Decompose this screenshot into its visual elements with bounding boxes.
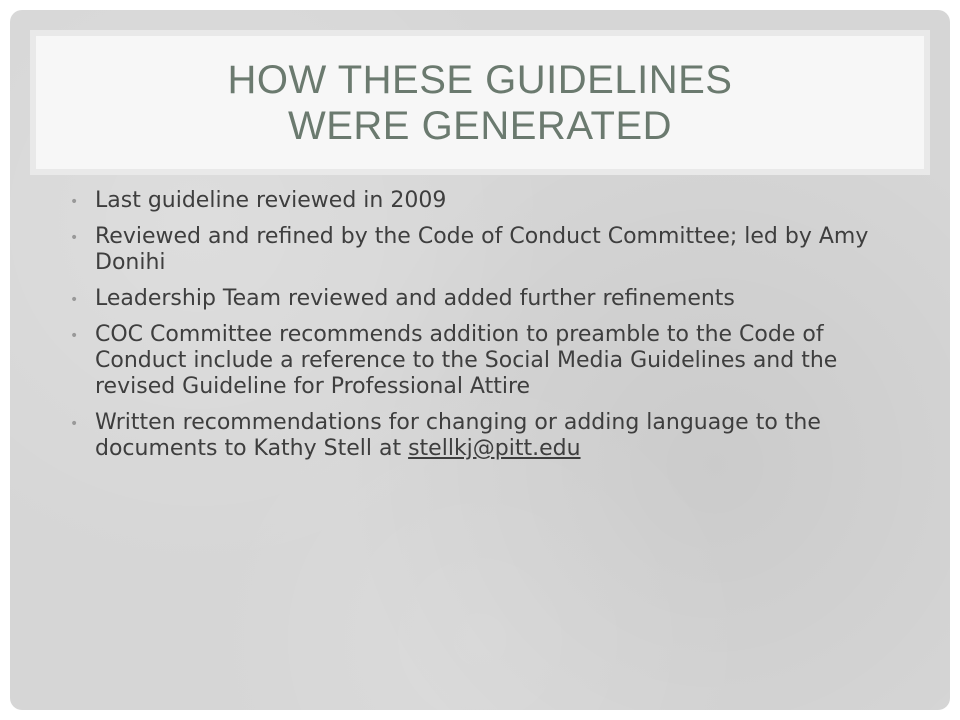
bullet-item bbox=[70, 286, 910, 312]
bullet-item bbox=[70, 188, 910, 214]
bullet-icon: • bbox=[70, 328, 79, 344]
bullet-item bbox=[70, 224, 910, 276]
bullet-text: Last guideline reviewed in 2009 bbox=[95, 188, 447, 213]
bullet-icon: • bbox=[70, 416, 79, 432]
title-line-1: HOW THESE GUIDELINES bbox=[227, 57, 733, 102]
bullet-item bbox=[70, 410, 910, 462]
email-link[interactable]: stellkj@pitt.edu bbox=[408, 436, 581, 461]
bullet-item bbox=[70, 322, 910, 400]
slide-title bbox=[228, 57, 733, 149]
slide bbox=[10, 10, 950, 710]
bullet-text: COC Committee recommends addition to preamble to the Code of Conduct include a reference to the Social Media Guidelines and the revised Guideline for Professional Attire bbox=[95, 322, 838, 399]
bullet-icon: • bbox=[70, 292, 79, 308]
bullet-icon: • bbox=[70, 230, 79, 246]
title-frame bbox=[30, 30, 930, 175]
bullet-text: Reviewed and refined by the Code of Conduct Committee; led by Amy Donihi bbox=[95, 224, 869, 275]
bullet-text: Leadership Team reviewed and added further refinements bbox=[95, 286, 735, 311]
bullet-text: Written recommendations for changing or adding language to the documents to Kathy Stell at bbox=[95, 410, 821, 461]
title-line-2: WERE GENERATED bbox=[287, 103, 673, 148]
content-area bbox=[70, 188, 910, 472]
bullet-list bbox=[70, 188, 910, 462]
bullet-icon: • bbox=[70, 194, 79, 210]
